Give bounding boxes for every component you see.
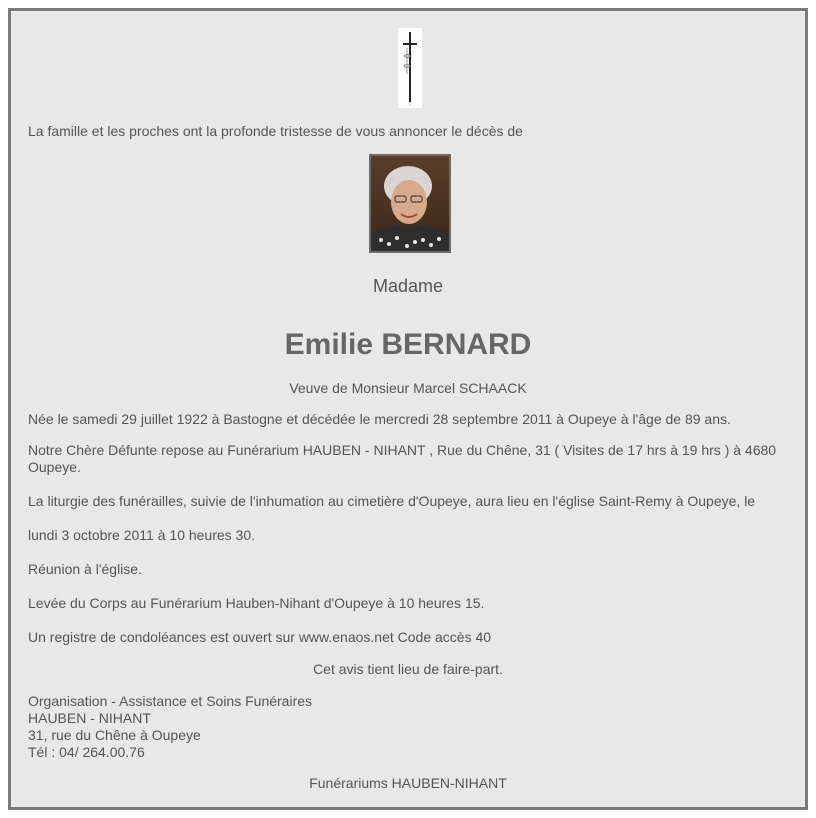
levee-text: Levée du Corps au Funérarium Hauben-Nihant d'Oupeye à 10 heures 15. [28,595,485,611]
deceased-name: Emilie BERNARD [284,328,532,361]
title-madame: Madame [372,276,444,296]
organisation-phone: Tél : 04/ 264.00.76 [28,744,145,760]
widow-of-text: Veuve de Monsieur Marcel SCHAACK [289,380,527,396]
condolences-text: Un registre de condoléances est ouvert sur www.enaos.net Code accès 40 [28,629,492,645]
reunion-text: Réunion à l'église. [28,561,142,577]
obituary-notice [8,8,808,810]
faire-part-text: Cet avis tient lieu de faire-part. [313,661,503,677]
organisation-line: Organisation - Assistance et Soins Funéraires [28,693,313,709]
footer-text: Funérariums HAUBEN-NIHANT [309,775,507,791]
birth-death-text: Née le samedi 29 juillet 1922 à Bastogne et décédée le mercredi 28 septembre 2011 à Oupeye à l'âge de 89 ans. [28,411,731,427]
liturgy-date-text: lundi 3 octobre 2011 à 10 heures 30. [28,527,256,543]
portrait-photo [369,154,451,253]
liturgy-text: La liturgie des funérailles, suivie de l'inhumation au cimetière d'Oupeye, aura lieu en l'église Saint-Remy à Oupeye, le [28,493,756,509]
cross-icon [398,28,422,108]
organisation-address: 31, rue du Chêne à Oupeye [28,727,201,743]
organisation-block [28,693,312,761]
repose-text: Notre Chère Défunte repose au Funérarium HAUBEN - NIHANT , Rue du Chêne, 31 ( Visites de 17 hrs à 19 hrs ) à 4680 Oupeye. [28,442,777,475]
organisation-name: HAUBEN - NIHANT [28,710,151,726]
intro-text: La famille et les proches ont la profonde tristesse de vous annoncer le décès de [28,123,523,139]
